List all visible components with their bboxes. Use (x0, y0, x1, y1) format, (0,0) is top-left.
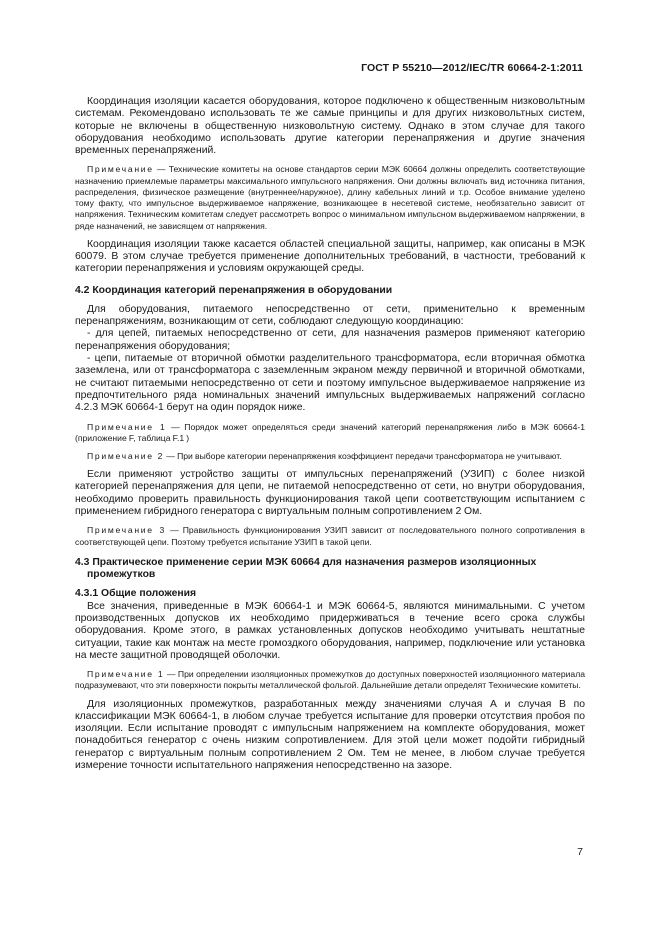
paragraph: Координация изоляции касается оборудования, которое подключено к общественным низковольтным системам. Рекомендовано использовать те же самые принципы и для других низковольтных систем, которые не включены в общественную низковольтную систему. Однако в этом случае для такого оборудования необходимо использовать другие категории перенапряжения и другие значения временных перенапряжений. (75, 96, 585, 157)
note-label: Примечание (87, 164, 154, 175)
note (75, 451, 585, 462)
note-text: — Технические комитеты на основе стандартов серии МЭК 60664 должны определить соответствующие назначению приемлемые параметры максимального импульсного напряжения. Они должны включать вид источника питания, распределения, физическое размещение (внутреннее/наружное), длину кабельных линий и т.р. Особое внимание уделено тому факту, что импульсное выдерживаемое напряжение, возникающее в несетевой системе, необязательно зависит от напряжения. Техническим комитетам следует рассмотреть вопрос о минимальном импульсном выдерживаемом напряжении, в ряде назначений, не зависящем от напряжения. (75, 164, 585, 231)
note (75, 164, 585, 231)
paragraph: Для изоляционных промежутков, разработанных между значениями случая А и случая В по классификации МЭК 60664-1, в любом случае требуется испытание для проверки отсутствия пробоя по изоляции. Если испытание проводят с импульсным напряжением на комплекте оборудования, может понадобиться генератор с очень низким сопротивлением. Для этой цели может подойти гибридный генератор с виртуальным полным сопротивлением 2 Ом. Тем не менее, в любом случае требуется измерение точности испытательного напряжения непосредственно на зазоре. (75, 698, 585, 772)
note (75, 422, 585, 444)
paragraph: Если применяют устройство защиты от импульсных перенапряжений (УЗИП) с более низкой категорией перенапряжения для цепи, не питаемой непосредственно от сети, но внутри оборудования, необходимо проверить правильность функционирования такой цепи соответствующим испытанием с применением гибридного генератора с виртуальным полным сопротивлением 2 Ом. (75, 469, 585, 518)
note-text: — Порядок может определяться среди значений категорий перенапряжения либо в МЭК 60664-1 (приложение F, таблица F.1 ) (75, 421, 585, 443)
note (75, 669, 585, 691)
page-number: 7 (577, 846, 583, 858)
note-text: — Правильность функционирования УЗИП зависит от последовательного полного сопротивления в соответствующей цепи. Поэтому требуется испытание УЗИП в такой цепи. (75, 525, 586, 547)
section-heading: 4.3 Практическое применение серии МЭК 60664 для назначения размеров изоляционных промежутков (75, 556, 537, 581)
subsection-heading: 4.3.1 Общие положения (75, 588, 197, 600)
note-label: Примечание 2 (87, 450, 165, 461)
note-label: Примечание 1 (87, 421, 167, 432)
note-label: Примечание 3 (87, 525, 166, 536)
note-label: Примечание 1 (87, 669, 165, 680)
paragraph: Координация изоляции также касается областей специальной защиты, например, как описаны в МЭК 60079. В этом случае требуется применение дополнительных требований, в частности, требований к категории перенапряжения и условиям окружающей среды. (75, 238, 585, 275)
note-text: — При выборе категории перенапряжения коэффициент передачи трансформатора не учитывают. (164, 450, 562, 461)
note-text: — При определении изоляционных промежутков до доступных поверхностей изоляционного материала подразумевают, что эти поверхности покрыты металлической фольгой. Дальнейшие детали определят Технические комитеты. (75, 669, 585, 691)
paragraph: Все значения, приведенные в МЭК 60664-1 и МЭК 60664-5, являются минимальными. С учетом производственных допусков их необходимо придерживаться в течение всего срока службы оборудования. Кроме этого, в рамках установленных допусков необходимо учитывать нештатные ситуации, такие как монтаж на месте громоздкого оборудования, например, подключение или установка на месте защитной проводящей оболочки. (75, 600, 585, 661)
document-body (75, 96, 585, 772)
document-header: ГОСТ Р 55210—2012/IEC/TR 60664-2-1:2011 (361, 62, 583, 74)
note (75, 525, 585, 547)
paragraph: Для оборудования, питаемого непосредственно от сети, применительно к временным перенапряжениям, возникающим от сети, соблюдают следующую координацию: (75, 303, 585, 328)
section-heading: 4.2 Координация категорий перенапряжения в оборудовании (75, 284, 393, 296)
list-item: - для цепей, питаемых непосредственно от сети, для назначения размеров применяют категорию перенапряжения оборудования; (75, 328, 585, 352)
list-item: - цепи, питаемые от вторичной обмотки разделительного трансформатора, если вторичная обмотка заземлена, или от трансформатора с заземленным экраном между первичной и вторичной обмотками, не считают питаемыми непосредственно от сети и поэтому импульсное выдерживаемое напряжение из предпочтительного ряда номинальных значений импульсных выдерживаемых напряжений согласно 4.2.3 МЭК 60664-1 берут на один порядок ниже. (75, 353, 585, 414)
